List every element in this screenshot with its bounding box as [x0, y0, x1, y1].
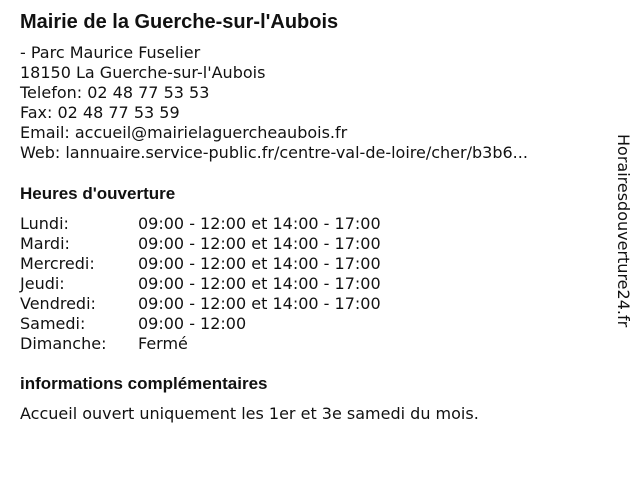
time-range: 09:00 - 12:00 et 14:00 - 17:00	[138, 214, 381, 233]
time-range: 09:00 - 12:00 et 14:00 - 17:00	[138, 294, 381, 313]
website-link[interactable]: lannuaire.service-public.fr/centre-val-de-loire/cher/b3b6...	[65, 143, 528, 162]
website-line	[20, 143, 528, 163]
day-label: Mardi:	[20, 234, 70, 253]
additional-info-text: Accueil ouvert uniquement les 1er et 3e samedi du mois.	[20, 404, 479, 423]
day-label: Jeudi:	[20, 274, 65, 293]
day-label: Mercredi:	[20, 254, 95, 273]
day-label: Lundi:	[20, 214, 69, 233]
time-range: 09:00 - 12:00 et 14:00 - 17:00	[138, 234, 381, 253]
address-city: 18150 La Guerche-sur-l'Aubois	[20, 63, 266, 82]
day-label: Dimanche:	[20, 334, 107, 353]
time-range: Fermé	[138, 334, 188, 353]
additional-info-heading: informations complémentaires	[20, 374, 268, 393]
day-label: Samedi:	[20, 314, 86, 333]
time-range: 09:00 - 12:00	[138, 314, 247, 333]
site-watermark: Horairesdouverture24.fr	[614, 134, 633, 328]
email-address: Email: accueil@mairielaguercheaubois.fr	[20, 123, 348, 142]
phone-number: Telefon: 02 48 77 53 53	[20, 83, 210, 102]
page-title: Mairie de la Guerche-sur-l'Aubois	[20, 11, 339, 33]
fax-number: Fax: 02 48 77 53 59	[20, 103, 180, 122]
day-label: Vendredi:	[20, 294, 96, 313]
address-street: - Parc Maurice Fuselier	[20, 43, 201, 62]
time-range: 09:00 - 12:00 et 14:00 - 17:00	[138, 274, 381, 293]
opening-hours-heading: Heures d'ouverture	[20, 184, 176, 203]
website-label: Web:	[20, 143, 66, 162]
time-range: 09:00 - 12:00 et 14:00 - 17:00	[138, 254, 381, 273]
contact-block	[20, 43, 528, 163]
